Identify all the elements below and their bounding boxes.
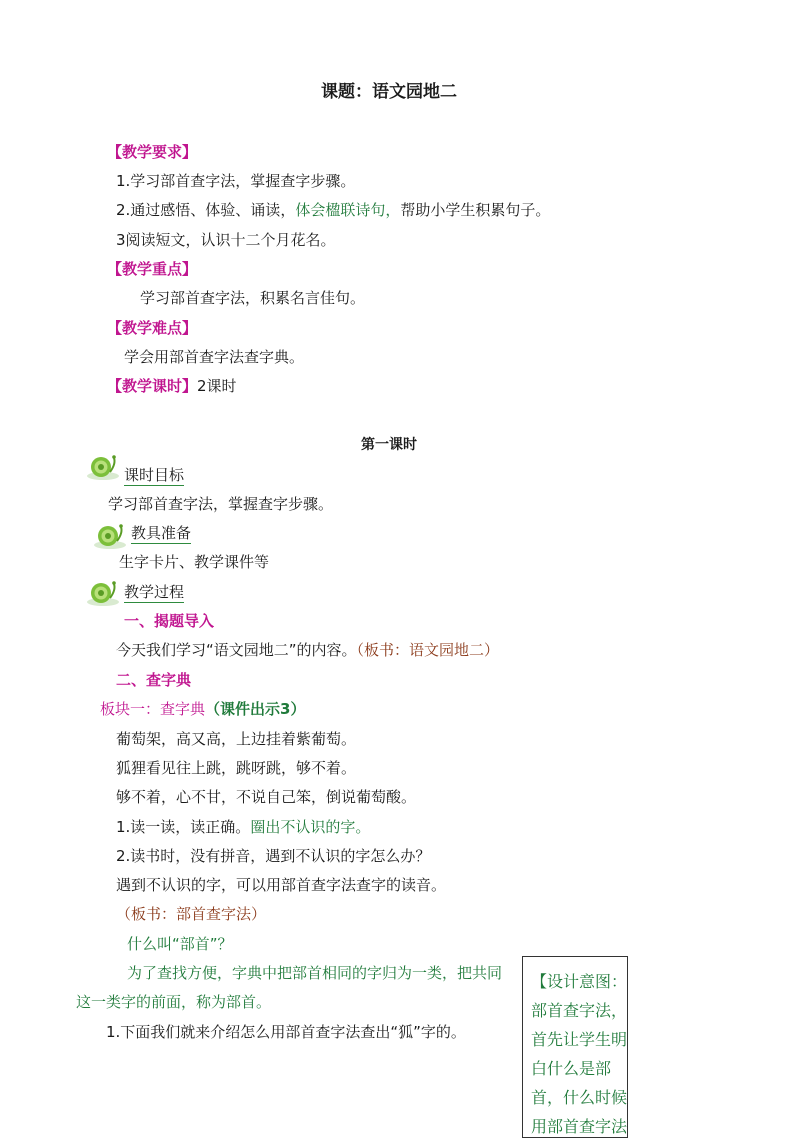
step-2-heading: 二、查字典 (116, 671, 192, 689)
step-1-heading: 一、揭题导入 (124, 612, 215, 630)
question-1 (116, 817, 370, 837)
step-1-board: （板书：语文园地二） (356, 641, 500, 659)
requirement-item-3: 3阅读短文，认识十二个月花名。 (116, 231, 336, 249)
design-intent-box (522, 956, 628, 1138)
block-1-row (100, 699, 305, 719)
page-title: 课题：语文园地二 (321, 82, 457, 102)
tools-label: 教具准备 (131, 524, 192, 542)
lesson-heading: 第一课时 (361, 437, 417, 453)
snail-icon (93, 521, 127, 551)
requirements-label: 【教学要求】 (107, 143, 198, 161)
goal-label: 课时目标 (124, 466, 185, 484)
step-1-sentence: 今天我们学习“语文园地二”的内容。 (116, 641, 357, 659)
hours-label: 【教学课时】 (107, 377, 198, 395)
design-intent-text: 【设计意图：部首查字法，首先让学生明白什么是部首，什么时候用部首查字法 (531, 972, 628, 1136)
difficulties-text: 学会用部首查字法查字典。 (124, 348, 305, 366)
explain-line-2: 这一类字的前面，称为部首。 (76, 993, 272, 1011)
question-1-b: 圈出不认识的字。 (250, 818, 371, 836)
requirement-item-2-a: 2.通过感悟、体验、诵读， (116, 201, 296, 219)
explain-line-1: 为了查找方便，字典中把部首相同的字归为一类，把共同 (127, 964, 503, 982)
requirement-item-1: 1.学习部首查字法，掌握查字步骤。 (116, 172, 356, 190)
what-is-radical: 什么叫“部首”？ (127, 935, 233, 953)
block-1-show: （课件出示3） (205, 700, 306, 718)
key-points-label: 【教学重点】 (107, 260, 198, 278)
snail-icon (86, 578, 120, 608)
key-points-text: 学习部首查字法，积累名言佳句。 (140, 289, 366, 307)
poem-line-2: 狐狸看见往上跳，跳呀跳，够不着。 (116, 759, 357, 777)
process-label: 教学过程 (124, 583, 185, 601)
step-1-text (116, 640, 499, 660)
requirement-item-2-c: 帮助小学生积累句子。 (400, 201, 551, 219)
tools-text: 生字卡片、教学课件等 (119, 553, 270, 571)
requirement-item-2 (116, 200, 550, 220)
hours-row (107, 376, 237, 396)
requirement-item-2-b: 体会楹联诗句， (295, 201, 401, 219)
snail-icon (86, 452, 120, 482)
difficulties-label: 【教学难点】 (107, 319, 198, 337)
hours-text: 2课时 (197, 377, 237, 395)
goal-text: 学习部首查字法，掌握查字步骤。 (108, 495, 334, 513)
poem-line-3: 够不着，心不甘，不说自己笨，倒说葡萄酸。 (116, 788, 417, 806)
answer-2: 遇到不认识的字，可以用部首查字法查字的读音。 (116, 876, 447, 894)
question-2: 2.读书时，没有拼音，遇到不认识的字怎么办？ (116, 847, 431, 865)
question-1-a: 1.读一读，读正确。 (116, 818, 251, 836)
poem-line-1: 葡萄架，高又高，上边挂着紫葡萄。 (116, 730, 357, 748)
board-2: （板书：部首查字法） (116, 905, 267, 923)
block-1-label: 板块一：查字典 (100, 700, 206, 718)
intro-line: 1.下面我们就来介绍怎么用部首查字法查出“狐”字的。 (106, 1023, 466, 1041)
